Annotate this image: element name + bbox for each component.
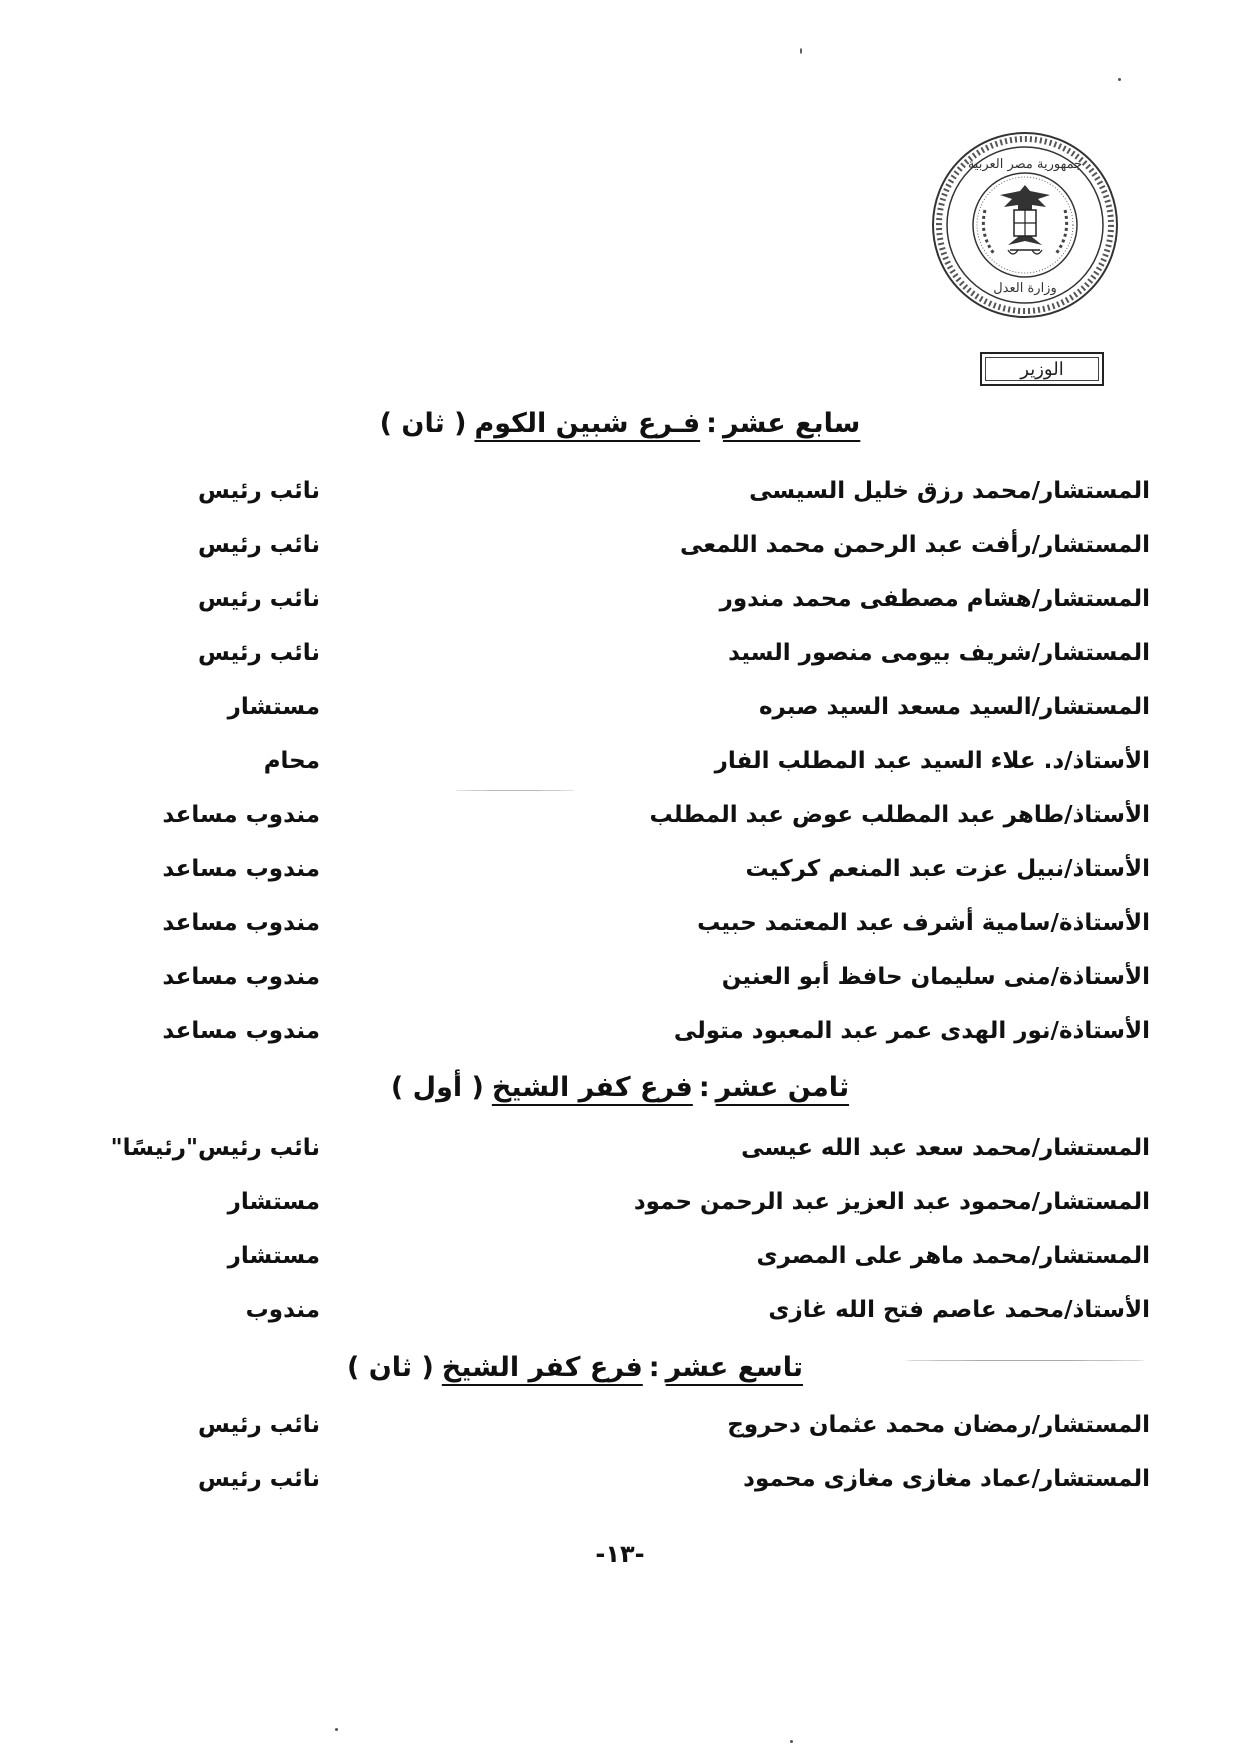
member-row bbox=[90, 1018, 1150, 1058]
member-row bbox=[90, 856, 1150, 896]
minister-label bbox=[980, 352, 1104, 386]
svg-text:جمهورية مصر العربية: جمهورية مصر العربية bbox=[967, 157, 1083, 172]
member-row bbox=[90, 532, 1150, 572]
member-name: الأستاذة/نور الهدى عمر عبد المعبود متولى bbox=[673, 1018, 1150, 1044]
member-name: المستشار/محمود عبد العزيز عبد الرحمن حمود bbox=[633, 1189, 1150, 1215]
member-role: نائب رئيس bbox=[197, 1466, 320, 1492]
member-name: المستشار/محمد رزق خليل السيسى bbox=[749, 478, 1150, 504]
section-ordinal: تاسع عشر bbox=[665, 1352, 803, 1383]
member-row bbox=[90, 802, 1150, 842]
member-role: مندوب bbox=[245, 1297, 320, 1323]
ministry-seal-emblem bbox=[930, 130, 1120, 320]
section-qualifier: ( ثان ) bbox=[379, 408, 467, 439]
scan-speck bbox=[335, 1728, 338, 1731]
member-name: المستشار/شريف بيومى منصور السيد bbox=[728, 640, 1150, 666]
member-role: نائب رئيس bbox=[197, 586, 320, 612]
section-separator: : bbox=[698, 1072, 710, 1103]
member-row bbox=[90, 1466, 1150, 1506]
scan-speck bbox=[905, 1360, 1145, 1361]
member-name: الأستاذة/منى سليمان حافظ أبو العنين bbox=[721, 964, 1150, 990]
member-name: المستشار/رأفت عبد الرحمن محمد اللمعى bbox=[680, 532, 1150, 558]
section-branch: فرع كفر الشيخ bbox=[491, 1072, 693, 1103]
member-name: المستشار/هشام مصطفى محمد مندور bbox=[719, 586, 1150, 612]
section-branch: فـرع شبين الكوم bbox=[474, 408, 701, 439]
member-role: مستشار bbox=[227, 1243, 320, 1269]
member-name: المستشار/عماد مغازى مغازى محمود bbox=[743, 1466, 1150, 1492]
section-ordinal: سابع عشر bbox=[722, 408, 861, 439]
member-row bbox=[90, 1297, 1150, 1337]
member-role: نائب رئيس bbox=[197, 640, 320, 666]
member-row bbox=[90, 1189, 1150, 1229]
member-row bbox=[90, 1243, 1150, 1283]
section-branch: فرع كفر الشيخ bbox=[441, 1352, 643, 1383]
member-name: الأستاذ/محمد عاصم فتح الله غازى bbox=[768, 1297, 1150, 1323]
page-number: -١٣- bbox=[595, 1540, 645, 1568]
member-role: محام bbox=[263, 748, 320, 774]
member-name: المستشار/السيد مسعد السيد صبره bbox=[758, 694, 1150, 720]
member-row bbox=[90, 586, 1150, 626]
member-name: المستشار/محمد سعد عبد الله عيسى bbox=[741, 1135, 1150, 1161]
member-role: نائب رئيس bbox=[197, 1412, 320, 1438]
member-role: نائب رئيس bbox=[197, 532, 320, 558]
scan-speck bbox=[1118, 78, 1121, 81]
member-row bbox=[90, 1412, 1150, 1452]
member-row bbox=[90, 640, 1150, 680]
member-row bbox=[90, 694, 1150, 734]
member-role: مندوب مساعد bbox=[162, 802, 320, 828]
member-role: مندوب مساعد bbox=[162, 910, 320, 936]
member-role: مندوب مساعد bbox=[162, 856, 320, 882]
member-role: مندوب مساعد bbox=[162, 964, 320, 990]
section-heading bbox=[0, 1352, 1240, 1383]
member-role: مندوب مساعد bbox=[162, 1018, 320, 1044]
member-name: الأستاذ/طاهر عبد المطلب عوض عبد المطلب bbox=[649, 802, 1150, 828]
member-row bbox=[90, 1135, 1150, 1175]
section-qualifier: ( أول ) bbox=[390, 1072, 484, 1103]
member-name: المستشار/رمضان محمد عثمان دحروج bbox=[727, 1412, 1150, 1438]
section-heading bbox=[0, 408, 1240, 439]
section-separator: : bbox=[706, 408, 717, 439]
member-name: الأستاذ/نبيل عزت عبد المنعم كركيت bbox=[745, 856, 1150, 882]
member-role: مستشار bbox=[227, 1189, 320, 1215]
member-row bbox=[90, 478, 1150, 518]
member-name: الأستاذ/د. علاء السيد عبد المطلب الفار bbox=[714, 748, 1150, 774]
section-ordinal: ثامن عشر bbox=[715, 1072, 850, 1103]
member-role: نائب رئيس"رئيسًا" bbox=[110, 1135, 320, 1161]
svg-text:وزارة العدل: وزارة العدل bbox=[993, 281, 1057, 296]
minister-label-text: الوزير bbox=[1020, 358, 1064, 380]
member-row bbox=[90, 910, 1150, 950]
section-heading bbox=[0, 1072, 1240, 1103]
member-row bbox=[90, 964, 1150, 1004]
section-qualifier: ( ثان ) bbox=[346, 1352, 434, 1383]
scan-speck bbox=[455, 790, 575, 791]
scan-speck bbox=[790, 1740, 793, 1743]
section-separator: : bbox=[648, 1352, 660, 1383]
member-role: مستشار bbox=[227, 694, 320, 720]
scan-speck bbox=[800, 48, 802, 54]
member-row bbox=[90, 748, 1150, 788]
member-role: نائب رئيس bbox=[197, 478, 320, 504]
member-name: المستشار/محمد ماهر على المصرى bbox=[756, 1243, 1150, 1269]
member-name: الأستاذة/سامية أشرف عبد المعتمد حبيب bbox=[697, 910, 1150, 936]
